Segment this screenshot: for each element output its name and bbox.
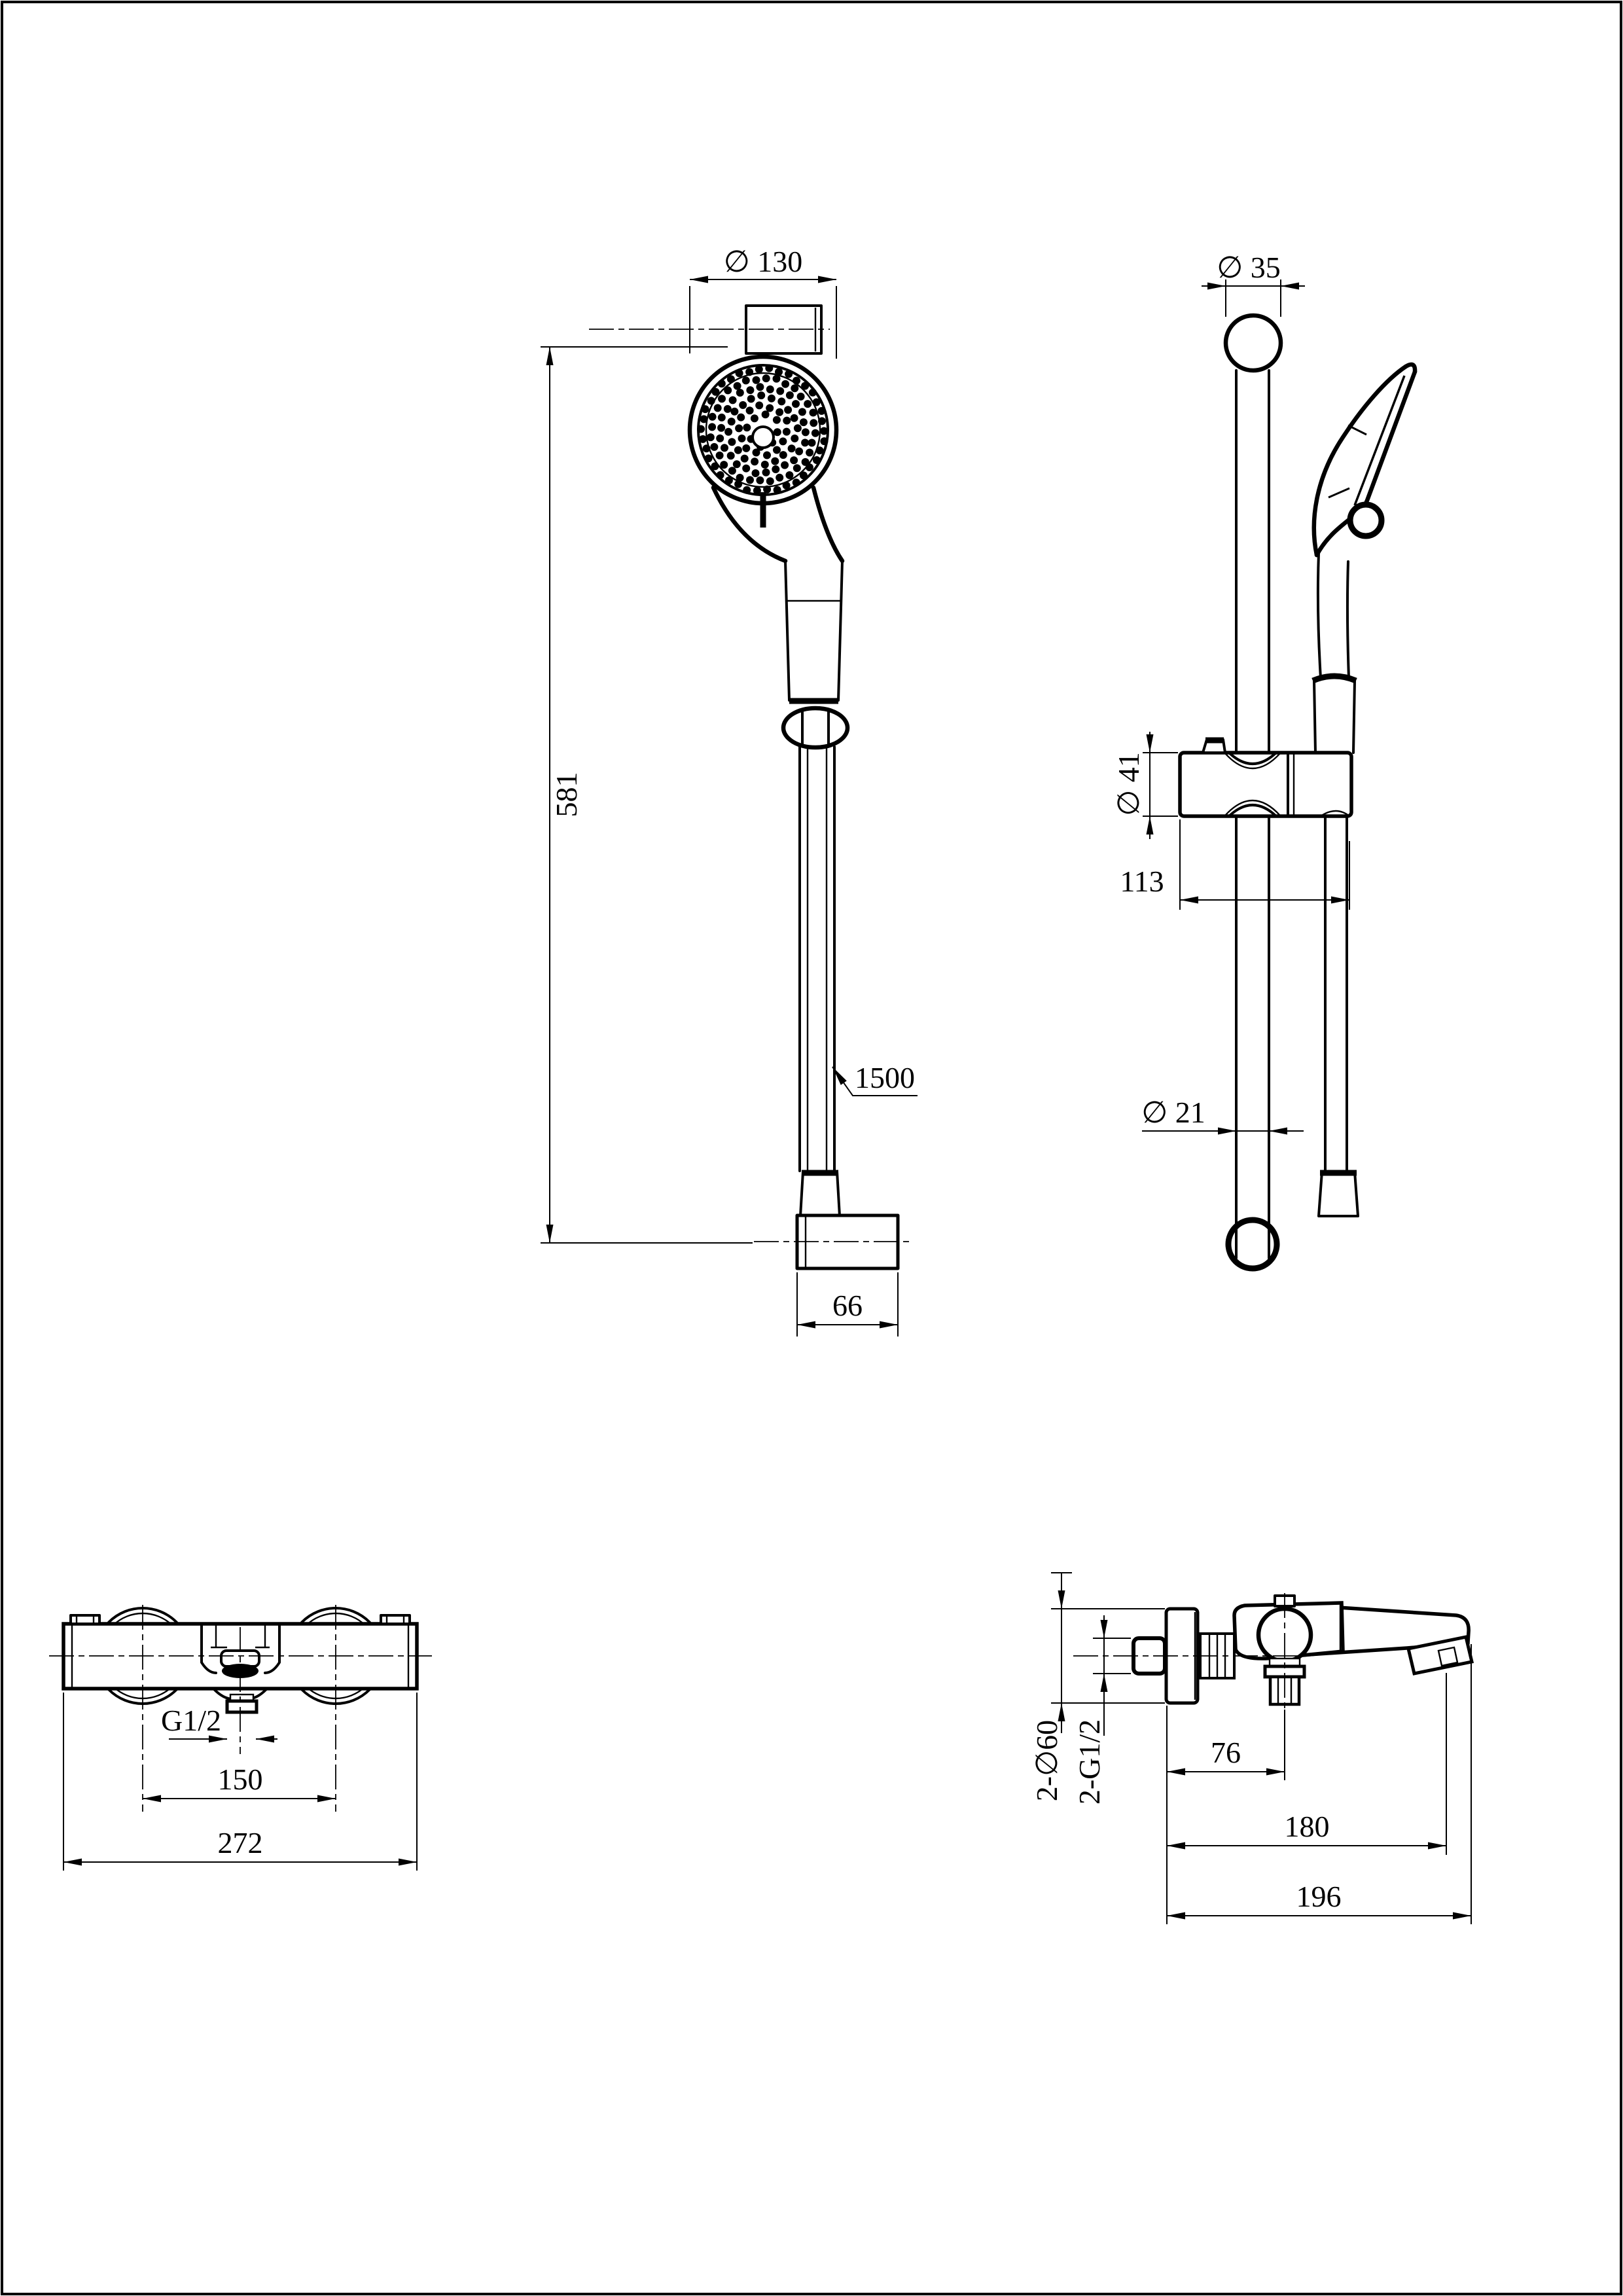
dim-outlet-thread [161,1704,277,1743]
dim-holder-width [1120,819,1349,910]
dim-label-holder-width: 113 [1120,865,1164,898]
dim-handle-spacing [143,1763,336,1803]
dim-label-holder-height: ∅ 41 [1112,752,1146,816]
dim-label-outlet-offset: 76 [1211,1736,1241,1769]
dim-label-handle-spacing: 150 [217,1763,263,1796]
ball-joint [783,708,847,747]
dim-label-escutcheon-diameter: 2-∅60 [1030,1719,1064,1802]
dim-label-bar-diameter: ∅ 21 [1141,1096,1205,1129]
dim-spout-reach [1167,1644,1471,1924]
hand-shower-side [1313,365,1415,753]
center-nozzle [753,427,774,448]
dim-elbow-length [797,1272,898,1336]
bar-top-cap [1226,315,1281,370]
dim-bar-diameter [1141,1096,1304,1135]
dim-label-inlet-thread: 2-G1/2 [1073,1719,1107,1805]
view-hand-shower-front [541,245,918,1336]
view-slide-bar-side [1112,251,1415,1268]
shower-holder [1180,740,1351,816]
dim-label-overall-height: 581 [550,772,584,817]
dim-inlet-thread [1073,1615,1131,1804]
dim-label-elbow-length: 66 [832,1289,863,1322]
dim-label-end-cap-diameter: ∅ 35 [1217,251,1281,284]
dim-end-cap-diameter [1202,251,1305,317]
left-end-cap [71,1615,99,1624]
dim-holder-height [1112,732,1178,839]
leader-hose-length [832,1061,918,1096]
dim-outlet-offset [1167,1710,1285,1780]
view-mixer-front [49,1605,432,1871]
hanging-loop [1350,505,1382,536]
hose-nut [800,1172,840,1216]
dim-label-outlet-thread: G1/2 [161,1704,221,1737]
bar-hose-nut [1319,1172,1358,1216]
dim-label-overall-width: 272 [217,1826,263,1859]
dim-aerator-reach [1167,1673,1446,1855]
bar-hose [1319,816,1358,1216]
shower-handle [713,488,842,701]
dim-label-aerator-reach: 180 [1284,1810,1330,1843]
right-end-cap [381,1615,410,1624]
dim-label-head-diameter: ∅ 130 [723,245,803,278]
view-mixer-side [1030,1573,1472,1924]
shower-hose [800,747,840,1216]
dim-label-spout-reach: 196 [1296,1880,1342,1913]
outlet-nipple [227,1701,257,1712]
dim-label-hose-length: 1500 [855,1061,915,1094]
shower-head [690,357,836,528]
dim-overall-height [541,347,728,1243]
